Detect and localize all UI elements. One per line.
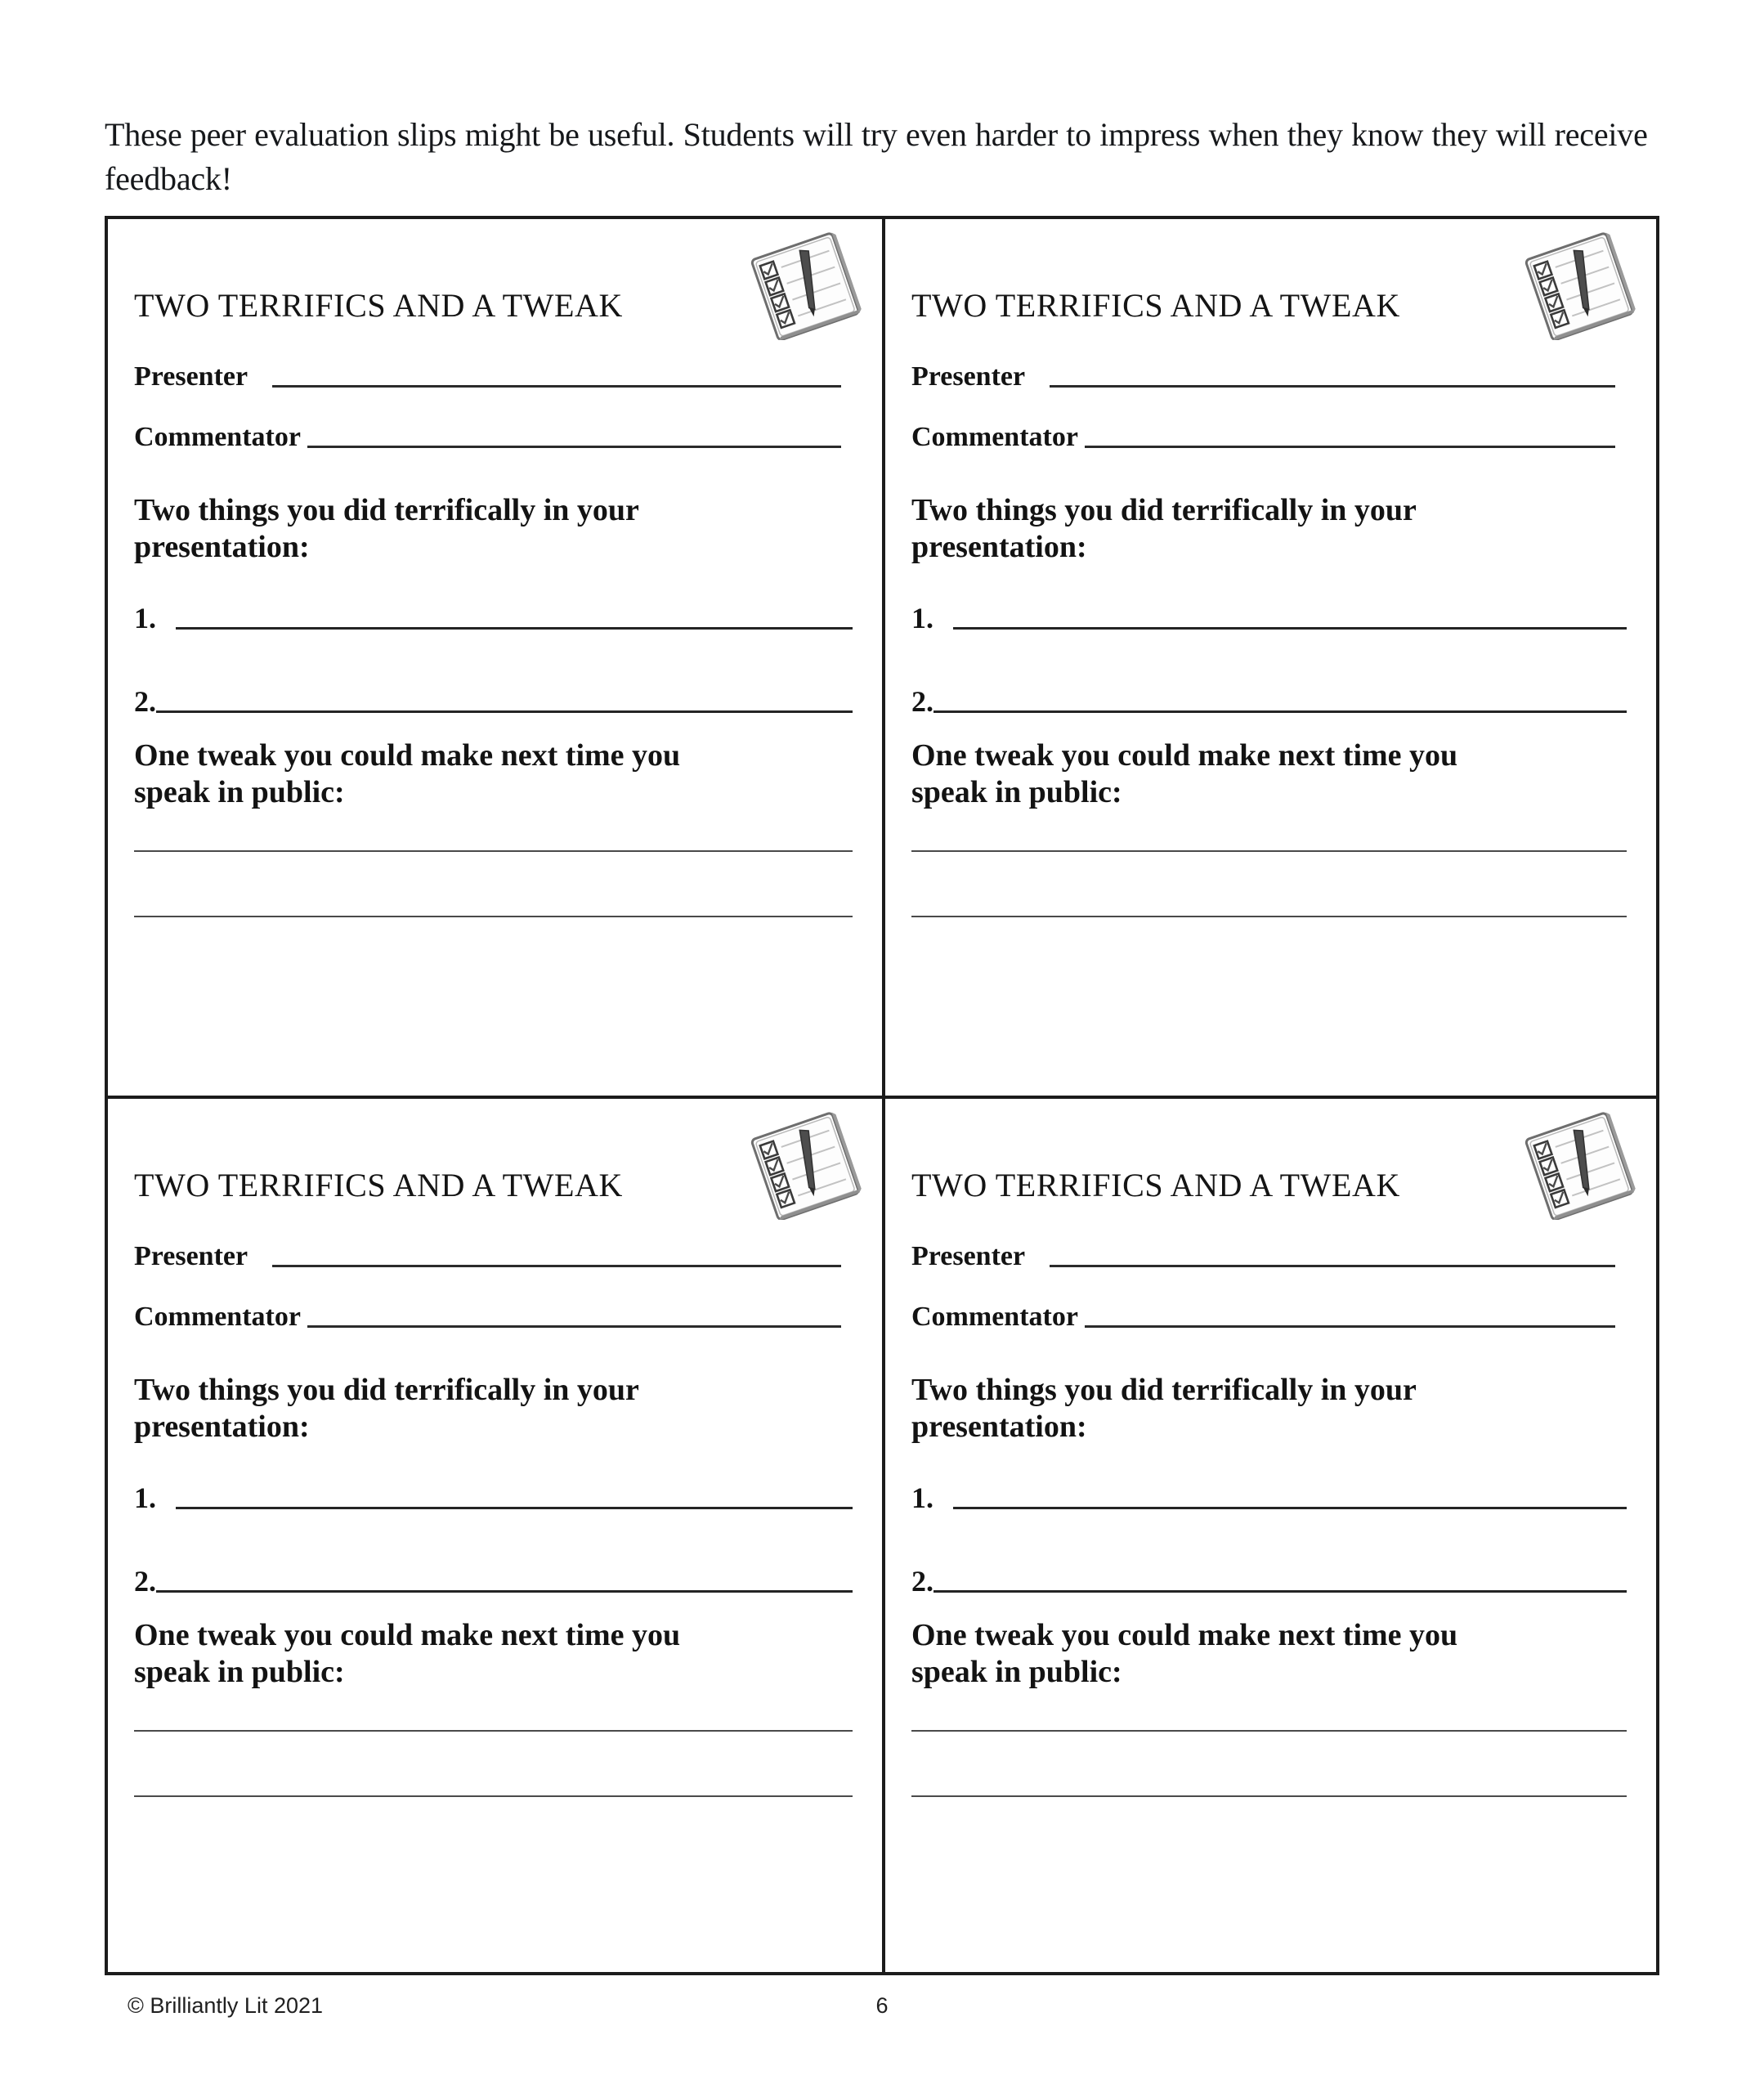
item-2-label: 2. [911,685,933,718]
terrific-item-2[interactable] [134,687,864,717]
commentator-label: Commentator [134,422,301,452]
slip-title: TWO TERRIFICS AND A TWEAK [134,287,623,324]
commentator-input-rule[interactable] [1085,445,1615,448]
clipboard-checklist-icon [1516,1112,1646,1220]
presenter-field[interactable] [911,363,1638,392]
clipboard-checklist-icon [1516,232,1646,340]
terrific-item-1[interactable] [911,603,1638,634]
tweak-input-rule-2[interactable] [134,916,853,917]
tweak-prompt: One tweak you could make next time you speak in public: [911,1618,1458,1689]
clipboard-checklist-icon [741,232,872,340]
presenter-input-rule[interactable] [272,1264,841,1267]
terrifics-prompt: Two things you did terrifically in your presentation: [911,493,1417,564]
clipboard-checklist-icon [741,1112,872,1220]
commentator-field[interactable] [134,1303,864,1333]
tweak-input-rule-2[interactable] [911,916,1627,917]
commentator-label: Commentator [911,422,1078,452]
commentator-field[interactable] [911,424,1638,453]
item-2-input-rule[interactable] [156,710,853,713]
slip-title: TWO TERRIFICS AND A TWEAK [134,1167,623,1203]
tweak-prompt: One tweak you could make next time you speak in public: [134,1618,681,1689]
commentator-input-rule[interactable] [307,1324,841,1328]
presenter-label: Presenter [134,1241,248,1271]
tweak-prompt: One tweak you could make next time you speak in public: [134,738,681,809]
item-1-label: 1. [911,602,933,634]
item-2-label: 2. [134,685,156,718]
slip-card [882,219,1656,1096]
slip-card [108,219,882,1096]
copyright-notice: © Brilliantly Lit 2021 [128,1993,324,2018]
presenter-input-rule[interactable] [272,384,841,388]
slip-card [108,1096,882,1972]
item-1-input-rule[interactable] [953,1506,1627,1509]
terrific-item-1[interactable] [134,1483,864,1513]
presenter-label: Presenter [134,361,248,392]
page-number: 6 [875,1993,889,2018]
commentator-input-rule[interactable] [307,445,841,448]
tweak-prompt: One tweak you could make next time you speak in public: [911,738,1458,809]
presenter-input-rule[interactable] [1050,384,1615,388]
commentator-input-rule[interactable] [1085,1324,1615,1328]
item-2-label: 2. [134,1565,156,1598]
item-1-label: 1. [134,1481,156,1514]
presenter-field[interactable] [134,1243,864,1272]
peer-evaluation-slip-grid [105,216,1659,1975]
presenter-field[interactable] [134,363,864,392]
commentator-field[interactable] [911,1303,1638,1333]
tweak-input-rule-1[interactable] [911,1730,1627,1732]
tweak-input-rule-2[interactable] [134,1795,853,1797]
terrific-item-2[interactable] [911,1566,1638,1597]
tweak-input-rule-1[interactable] [134,850,853,852]
presenter-label: Presenter [911,361,1026,392]
terrific-item-2[interactable] [134,1566,864,1597]
terrifics-prompt: Two things you did terrifically in your presentation: [134,493,639,564]
presenter-field[interactable] [911,1243,1638,1272]
tweak-input-rule-1[interactable] [911,850,1627,852]
item-1-input-rule[interactable] [953,626,1627,630]
terrific-item-1[interactable] [911,1483,1638,1513]
commentator-label: Commentator [134,1302,301,1332]
presenter-input-rule[interactable] [1050,1264,1615,1267]
commentator-field[interactable] [134,424,864,453]
tweak-input-rule-1[interactable] [134,1730,853,1732]
item-1-label: 1. [134,602,156,634]
slip-card [882,1096,1656,1972]
commentator-label: Commentator [911,1302,1078,1332]
slip-title: TWO TERRIFICS AND A TWEAK [911,1167,1400,1203]
terrifics-prompt: Two things you did terrifically in your presentation: [134,1373,639,1444]
item-1-input-rule[interactable] [176,626,853,630]
terrific-item-1[interactable] [134,603,864,634]
intro-paragraph: These peer evaluation slips might be useful. Students will try even harder to impress when they know they will receive feedback! [105,116,1648,197]
item-1-input-rule[interactable] [176,1506,853,1509]
presenter-label: Presenter [911,1241,1026,1271]
item-2-label: 2. [911,1565,933,1598]
item-2-input-rule[interactable] [933,710,1627,713]
tweak-input-rule-2[interactable] [911,1795,1627,1797]
item-1-label: 1. [911,1481,933,1514]
terrifics-prompt: Two things you did terrifically in your presentation: [911,1373,1417,1444]
terrific-item-2[interactable] [911,687,1638,717]
slip-title: TWO TERRIFICS AND A TWEAK [911,287,1400,324]
item-2-input-rule[interactable] [933,1589,1627,1593]
page-footer [105,1993,1659,2026]
item-2-input-rule[interactable] [156,1589,853,1593]
